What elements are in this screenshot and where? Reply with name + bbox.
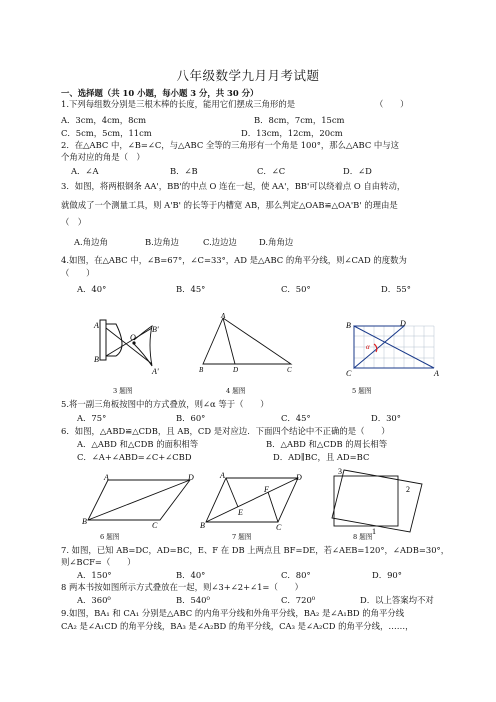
q1-option-b: B．8cm，7cm，15cm: [254, 115, 345, 125]
q2-option-a: A．∠A: [71, 166, 99, 176]
q1-option-d: D．13cm，12cm，20cm: [241, 128, 343, 138]
q6-option-b: B．△ABD 和△CDB 的周长相等: [266, 439, 388, 449]
fig7-segment-ae: [226, 478, 238, 507]
q3-option-d: D.角角边: [259, 237, 294, 247]
q6-option-a: A．△ABD 和△CDB 的面积相等: [77, 439, 199, 449]
q2-option-c: C．∠C: [257, 166, 286, 176]
figure-4: [195, 312, 295, 374]
q2-option-b: B．∠B: [170, 166, 198, 176]
fig3-label-b-prime: B': [152, 325, 159, 334]
fig5-label-c: C: [346, 369, 352, 378]
q1-answer-paren: （ ）: [375, 99, 409, 109]
exam-title: 八年级数学九月月考试题: [176, 68, 320, 83]
q5-option-c: C．45°: [281, 413, 311, 423]
q7-option-d: D．90°: [372, 570, 402, 580]
q4-option-c: C．50°: [281, 284, 311, 294]
q7-stem-line2: 则∠BCF=（ ）: [61, 557, 136, 567]
fig5-label-a: A: [434, 369, 439, 378]
q7-option-c: C．80°: [281, 570, 311, 580]
q5-stem: 5.将一副三角板按图中的方式叠放，则∠α 等于（ ）: [61, 399, 269, 409]
fig7-diagonal-bd: [206, 478, 298, 522]
q7-option-a: A．150°: [77, 570, 112, 580]
q8-option-c: C．720⁰: [281, 595, 316, 605]
fig4-label-b: B: [199, 366, 204, 374]
fig8-book-top: [332, 470, 422, 532]
figure-3: [90, 318, 180, 378]
q7-stem-line1: 7. 如图，已知 AB=DC，AD=BC，E、F 在 DB 上两点且 BF=DE，若∠AEB=120°，∠ADB=30°，: [61, 545, 450, 555]
q7-option-b: B．40°: [176, 570, 206, 580]
q8-option-d: D．以上答案均不对: [360, 595, 434, 605]
fig7-label-f: F: [264, 485, 269, 494]
q5-option-a: A．75°: [77, 413, 107, 423]
fig7-label-c: C: [276, 523, 282, 532]
figure-5: [346, 319, 442, 378]
fig3-wing: [134, 326, 152, 366]
fig4-label-c: C: [287, 366, 292, 374]
fig3-caption: 3 题图: [113, 387, 133, 395]
q8-option-a: A．360⁰: [77, 595, 111, 605]
fig7-label-b: B: [200, 521, 205, 530]
fig5-label-alpha: α: [366, 343, 370, 351]
fig7-label-d: D: [296, 473, 302, 482]
fig7-label-a: A: [220, 471, 225, 480]
fig7-label-e: E: [238, 508, 243, 517]
fig3-label-a: A: [94, 321, 99, 330]
q1-option-c: C．5cm，5cm，11cm: [61, 128, 152, 138]
fig3-label-a-prime: A': [152, 367, 159, 376]
fig5-caption: 5 题图: [352, 387, 372, 395]
q3-stem-line2: 就做成了一个测量工具，则 A'B' 的长等于内槽宽 AB，那么判定△OAB≌△OA'B' 的理由是: [61, 200, 398, 210]
fig8-label-3: 3: [338, 467, 342, 476]
fig3-label-o: O: [130, 333, 136, 342]
q9-stem-line1: 9.如图，BA₁ 和 CA₁ 分别是△ABC 的内角平分线和外角平分线，BA₂ 是∠A₁BD 的角平分线: [61, 608, 405, 618]
q1-option-a: A．3cm，4cm，8cm: [61, 115, 147, 125]
fig8-label-2: 2: [406, 485, 410, 494]
figure-6: [82, 472, 194, 530]
fig6-label-b: B: [82, 517, 87, 526]
fig8-caption: 8 题图: [353, 533, 373, 541]
q6-option-c: C．∠A+∠ABD=∠C+∠CBD: [77, 452, 192, 462]
q5-option-b: B．60°: [176, 413, 206, 423]
fig4-caption: 4 题图: [226, 387, 246, 395]
q2-stem-line1: 2．在△ABC 中，∠B=∠C，与△ABC 全等的三角形有一个角是 100°，那么△ABC 中与这: [61, 140, 400, 150]
fig4-label-d: D: [233, 366, 239, 374]
q2-option-d: D．∠D: [343, 166, 372, 176]
q4-stem-line2: （ ）: [61, 268, 95, 278]
q3-option-a: A.角边角: [74, 237, 108, 247]
q6-option-d: D．AD∥BC，且 AD=BC: [273, 452, 370, 462]
q4-option-a: A．40°: [77, 284, 107, 294]
q8-option-b: B．540⁰: [176, 595, 210, 605]
q3-stem-line1: 3．如图，将两根钢条 AA'，BB'的中点 O 连在一起，使 AA'，BB'可以绕着点 O 自由转动，: [61, 181, 406, 191]
q3-option-c: C.边边边: [203, 237, 237, 247]
fig7-segment-cf: [268, 492, 278, 522]
fig7-caption: 7 题图: [232, 533, 252, 541]
q3-option-b: B.边角边: [145, 237, 179, 247]
fig3-bar-aa: [106, 328, 152, 364]
fig6-caption: 6 题图: [100, 533, 120, 541]
q9-stem-line2: CA₂ 是∠A₁CD 的角平分线，BA₃ 是∠A₂BD 的角平分线，CA₃ 是∠A₂CD 的角平分线，……，: [61, 621, 414, 631]
q1-stem: 1.下列每组数分别是三根木棒的长度，能用它们摆成三角形的是: [61, 99, 296, 109]
figure-7: [200, 470, 310, 530]
figure-8: [330, 462, 430, 540]
fig4-label-a: A: [221, 312, 226, 320]
section-heading: 一、选择题（共 10 小题，每小题 3 分，共 30 分）: [61, 88, 259, 98]
q4-option-d: D．55°: [381, 284, 411, 294]
q4-stem-line1: 4.如图，在△ABC 中，∠B=67°，∠C=33°，AD 是△ABC 的角平分线，则∠CAD 的度数为: [61, 255, 407, 265]
q5-option-d: D．30°: [371, 413, 401, 423]
fig4-triangle-abc: [203, 318, 291, 364]
fig6-label-a: A: [104, 473, 109, 482]
fig5-label-b: B: [346, 321, 351, 330]
fig8-label-1: 1: [372, 527, 376, 536]
fig5-label-d: D: [400, 319, 406, 328]
fig3-bar-outline: [100, 320, 106, 360]
fig8-book-bottom: [334, 476, 398, 526]
fig6-label-c: C: [152, 521, 158, 530]
fig3-bar-bb: [106, 328, 152, 356]
q2-stem-line2: 个角对应的角是（ ）: [61, 152, 145, 162]
fig6-label-d: D: [188, 473, 194, 482]
q4-option-b: B．45°: [176, 284, 206, 294]
q8-stem: 8 两本书按如图所示方式叠放在一起，则∠3+∠2+∠1=（ ）: [61, 582, 303, 592]
q3-stem-line3: （ ）: [61, 217, 87, 227]
q6-stem: 6．如图，△ABD≌△CDB，且 AB，CD 是对应边．下面四个结论中不正确的是（ ）: [61, 426, 390, 436]
fig3-label-b: B: [94, 355, 99, 364]
